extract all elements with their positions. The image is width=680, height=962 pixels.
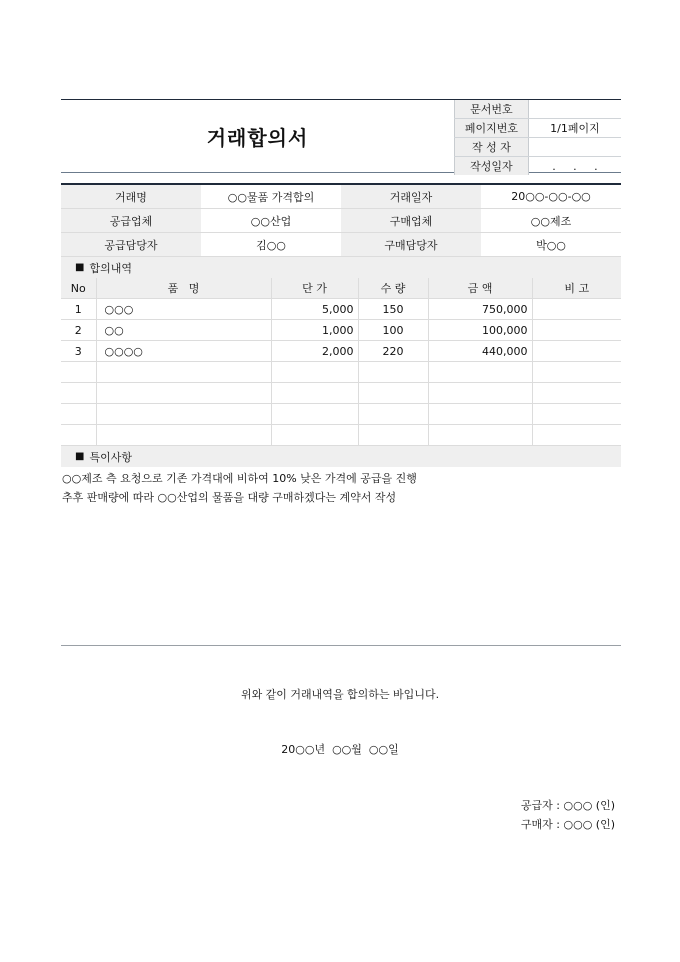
cell-amount [428, 425, 532, 446]
table-row [61, 299, 621, 320]
cell-amount [428, 383, 532, 404]
cell-unit-price [271, 425, 358, 446]
cell-qty: 220 [358, 341, 428, 362]
cell-qty [358, 362, 428, 383]
cell-unit-price [271, 404, 358, 425]
cell-no [61, 404, 96, 425]
cell-name: ○○○ [96, 299, 271, 320]
signature-block [521, 796, 615, 834]
cell-unit-price [271, 362, 358, 383]
cell-amount [428, 404, 532, 425]
section-items-header [61, 257, 621, 278]
table-row [61, 425, 621, 446]
supplier: ○○산업 [201, 209, 341, 233]
info-table [61, 183, 621, 257]
cell-qty: 100 [358, 320, 428, 341]
table-row [61, 362, 621, 383]
deal-date: 20○○-○○-○○ [481, 184, 621, 209]
cell-name [96, 383, 271, 404]
meta-label: 문서번호 [455, 100, 529, 119]
cell-unit-price: 2,000 [271, 341, 358, 362]
supplier-signature: 공급자 : ○○○ (인) [520, 799, 615, 812]
cell-amount: 440,000 [428, 341, 532, 362]
agreement-date: 20○○년 ○○월 ○○일 [281, 743, 399, 756]
deal-name-label: 거래명 [61, 184, 201, 209]
cell-qty [358, 425, 428, 446]
cell-unit-price: 5,000 [271, 299, 358, 320]
document-header [61, 99, 621, 173]
document [61, 99, 621, 646]
cell-note [532, 383, 621, 404]
meta-value [528, 100, 621, 119]
deal-name: ○○물품 가격합의 [201, 184, 341, 209]
buyer-rep: 박○○ [481, 233, 621, 257]
buyer-label: 구매업체 [341, 209, 481, 233]
section-notes-header [61, 446, 621, 467]
cell-note [532, 425, 621, 446]
col-amount: 금 액 [428, 278, 532, 299]
supplier-label: 공급업체 [61, 209, 201, 233]
items-header-row [61, 278, 621, 299]
col-qty: 수 량 [358, 278, 428, 299]
cell-name: ○○ [96, 320, 271, 341]
cell-note [532, 341, 621, 362]
buyer-rep-label: 구매담당자 [341, 233, 481, 257]
agreement-statement: 위와 같이 거래내역을 합의하는 바입니다. [240, 688, 440, 701]
cell-no: 3 [61, 341, 96, 362]
cell-name [96, 404, 271, 425]
cell-unit-price [271, 383, 358, 404]
supplier-rep-label: 공급담당자 [61, 233, 201, 257]
col-name: 품 명 [96, 278, 271, 299]
cell-note [532, 362, 621, 383]
cell-note [532, 299, 621, 320]
meta-label: 작성일자 [455, 157, 529, 176]
note-line: ○○제조 측 요청으로 기존 가격대에 비하여 10% 낮은 가격에 공급을 진행 [62, 472, 417, 485]
col-no: No [61, 278, 96, 299]
cell-no [61, 362, 96, 383]
supplier-rep: 김○○ [201, 233, 341, 257]
document-title: 거래합의서 [206, 125, 309, 150]
meta-value [528, 138, 621, 157]
cell-no: 2 [61, 320, 96, 341]
cell-qty [358, 383, 428, 404]
cell-no: 1 [61, 299, 96, 320]
cell-unit-price: 1,000 [271, 320, 358, 341]
notes-body [61, 467, 621, 646]
col-note: 비 고 [532, 278, 621, 299]
section-notes-title: 특이사항 [89, 450, 132, 464]
buyer-signature: 구매자 : ○○○ (인) [520, 818, 615, 831]
table-row [61, 320, 621, 341]
meta-value: . . . [552, 159, 598, 173]
buyer: ○○제조 [481, 209, 621, 233]
square-bullet-icon: ■ [75, 262, 85, 273]
square-bullet-icon: ■ [75, 451, 85, 462]
note-line: 추후 판매량에 따라 ○○산업의 물품을 대량 구매하겠다는 계약서 작성 [62, 491, 397, 504]
meta-table [454, 100, 621, 175]
cell-amount [428, 362, 532, 383]
meta-label: 페이지번호 [455, 119, 529, 138]
cell-qty [358, 404, 428, 425]
cell-note [532, 404, 621, 425]
deal-date-label: 거래일자 [341, 184, 481, 209]
table-row [61, 383, 621, 404]
cell-amount: 100,000 [428, 320, 532, 341]
col-unit-price: 단 가 [271, 278, 358, 299]
cell-amount: 750,000 [428, 299, 532, 320]
meta-value: 1/1페이지 [528, 119, 621, 138]
cell-name [96, 425, 271, 446]
cell-name: ○○○○ [96, 341, 271, 362]
table-row [61, 404, 621, 425]
meta-label: 작 성 자 [455, 138, 529, 157]
section-items-title: 합의내역 [89, 261, 132, 275]
cell-no [61, 383, 96, 404]
cell-note [532, 320, 621, 341]
cell-name [96, 362, 271, 383]
cell-qty: 150 [358, 299, 428, 320]
cell-no [61, 425, 96, 446]
items-table [61, 278, 621, 446]
table-row [61, 341, 621, 362]
